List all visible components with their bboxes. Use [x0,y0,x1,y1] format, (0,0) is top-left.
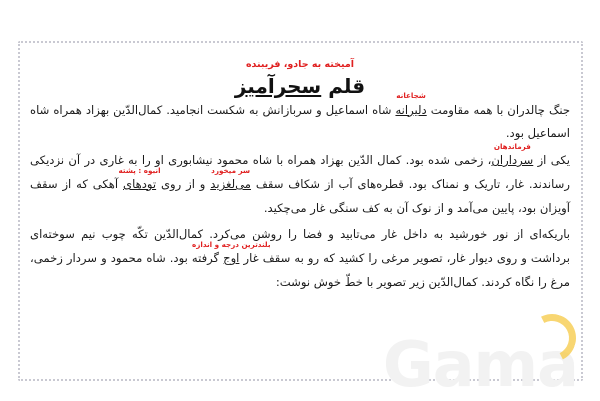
paragraph-text: و از روی [156,176,211,191]
annotated-word: دلیرانه شجاعانه [395,91,427,117]
page-title-part1: قلم [321,73,366,98]
paragraph-text: جنگ چالدران با همه مقاومت [426,102,570,117]
annotated-word: اوج بلندترین درجه و اندازه [191,239,271,266]
watermark-text: Gama [382,328,578,401]
annotated-word: سرداران فرماندهان [491,141,534,168]
annotation-gloss: فرماندهان [493,141,531,151]
page-title-part2: سحرآمیز [234,73,322,98]
paragraph-text: ، زخمی شده بود. کمال الدّین بهزاد همراه با شاه محمود نیشابوری او را به غاری در آن نزدیکی رساندند. غار، تاریک و نمناک بود. قطره‌های آب از شکاف سقف [30,153,570,191]
paragraph [30,141,571,220]
paragraph-text: گرفته بود. شاه محمود و سردار زخمی، مرغ را نگاه کردند. کمال‌الدّین زیر تصویر با خطّ خوش نوشت: [30,251,570,289]
paragraph-text: آهکی که از سقف آویزان بود، پایین می‌آمد و از نوک آن به کف سنگی غار می‌چکید. [30,176,570,215]
document-content [30,60,570,298]
paragraph-list [30,91,571,295]
annotated-word: تودهای انبوه : پشته [118,165,161,191]
page-title [30,73,570,101]
annotated-word: می‌لغزید سر میخورد [210,165,251,191]
paragraph-text: باریکه‌ای از نور خورشید به داخل غار می‌تابید و فضا را روشن می‌کرد. کمال‌الدّین تکّه چوب نیم سوخته‌ای برداشت و روی دیوار غار، تصویر مرغی را کشید که رو به سقف غار [30,227,570,266]
annotation-gloss: بلندترین درجه و اندازه [191,239,271,249]
title-annotation: آمیخته به جادو، فریبنده [245,59,355,70]
annotation-gloss: سر میخورد [211,165,251,175]
paragraph [30,223,570,294]
annotation-gloss: شجاعانه [396,91,426,101]
paragraph [30,91,570,147]
paragraph-text: شاه اسماعیل و سربازانش به شکست انجامید. کمال‌الدّین بهزاد همراه شاه اسماعیل بود. [30,102,570,141]
annotation-gloss: انبوه : پشته [118,165,161,175]
paragraph-text: یکی از [533,153,571,168]
